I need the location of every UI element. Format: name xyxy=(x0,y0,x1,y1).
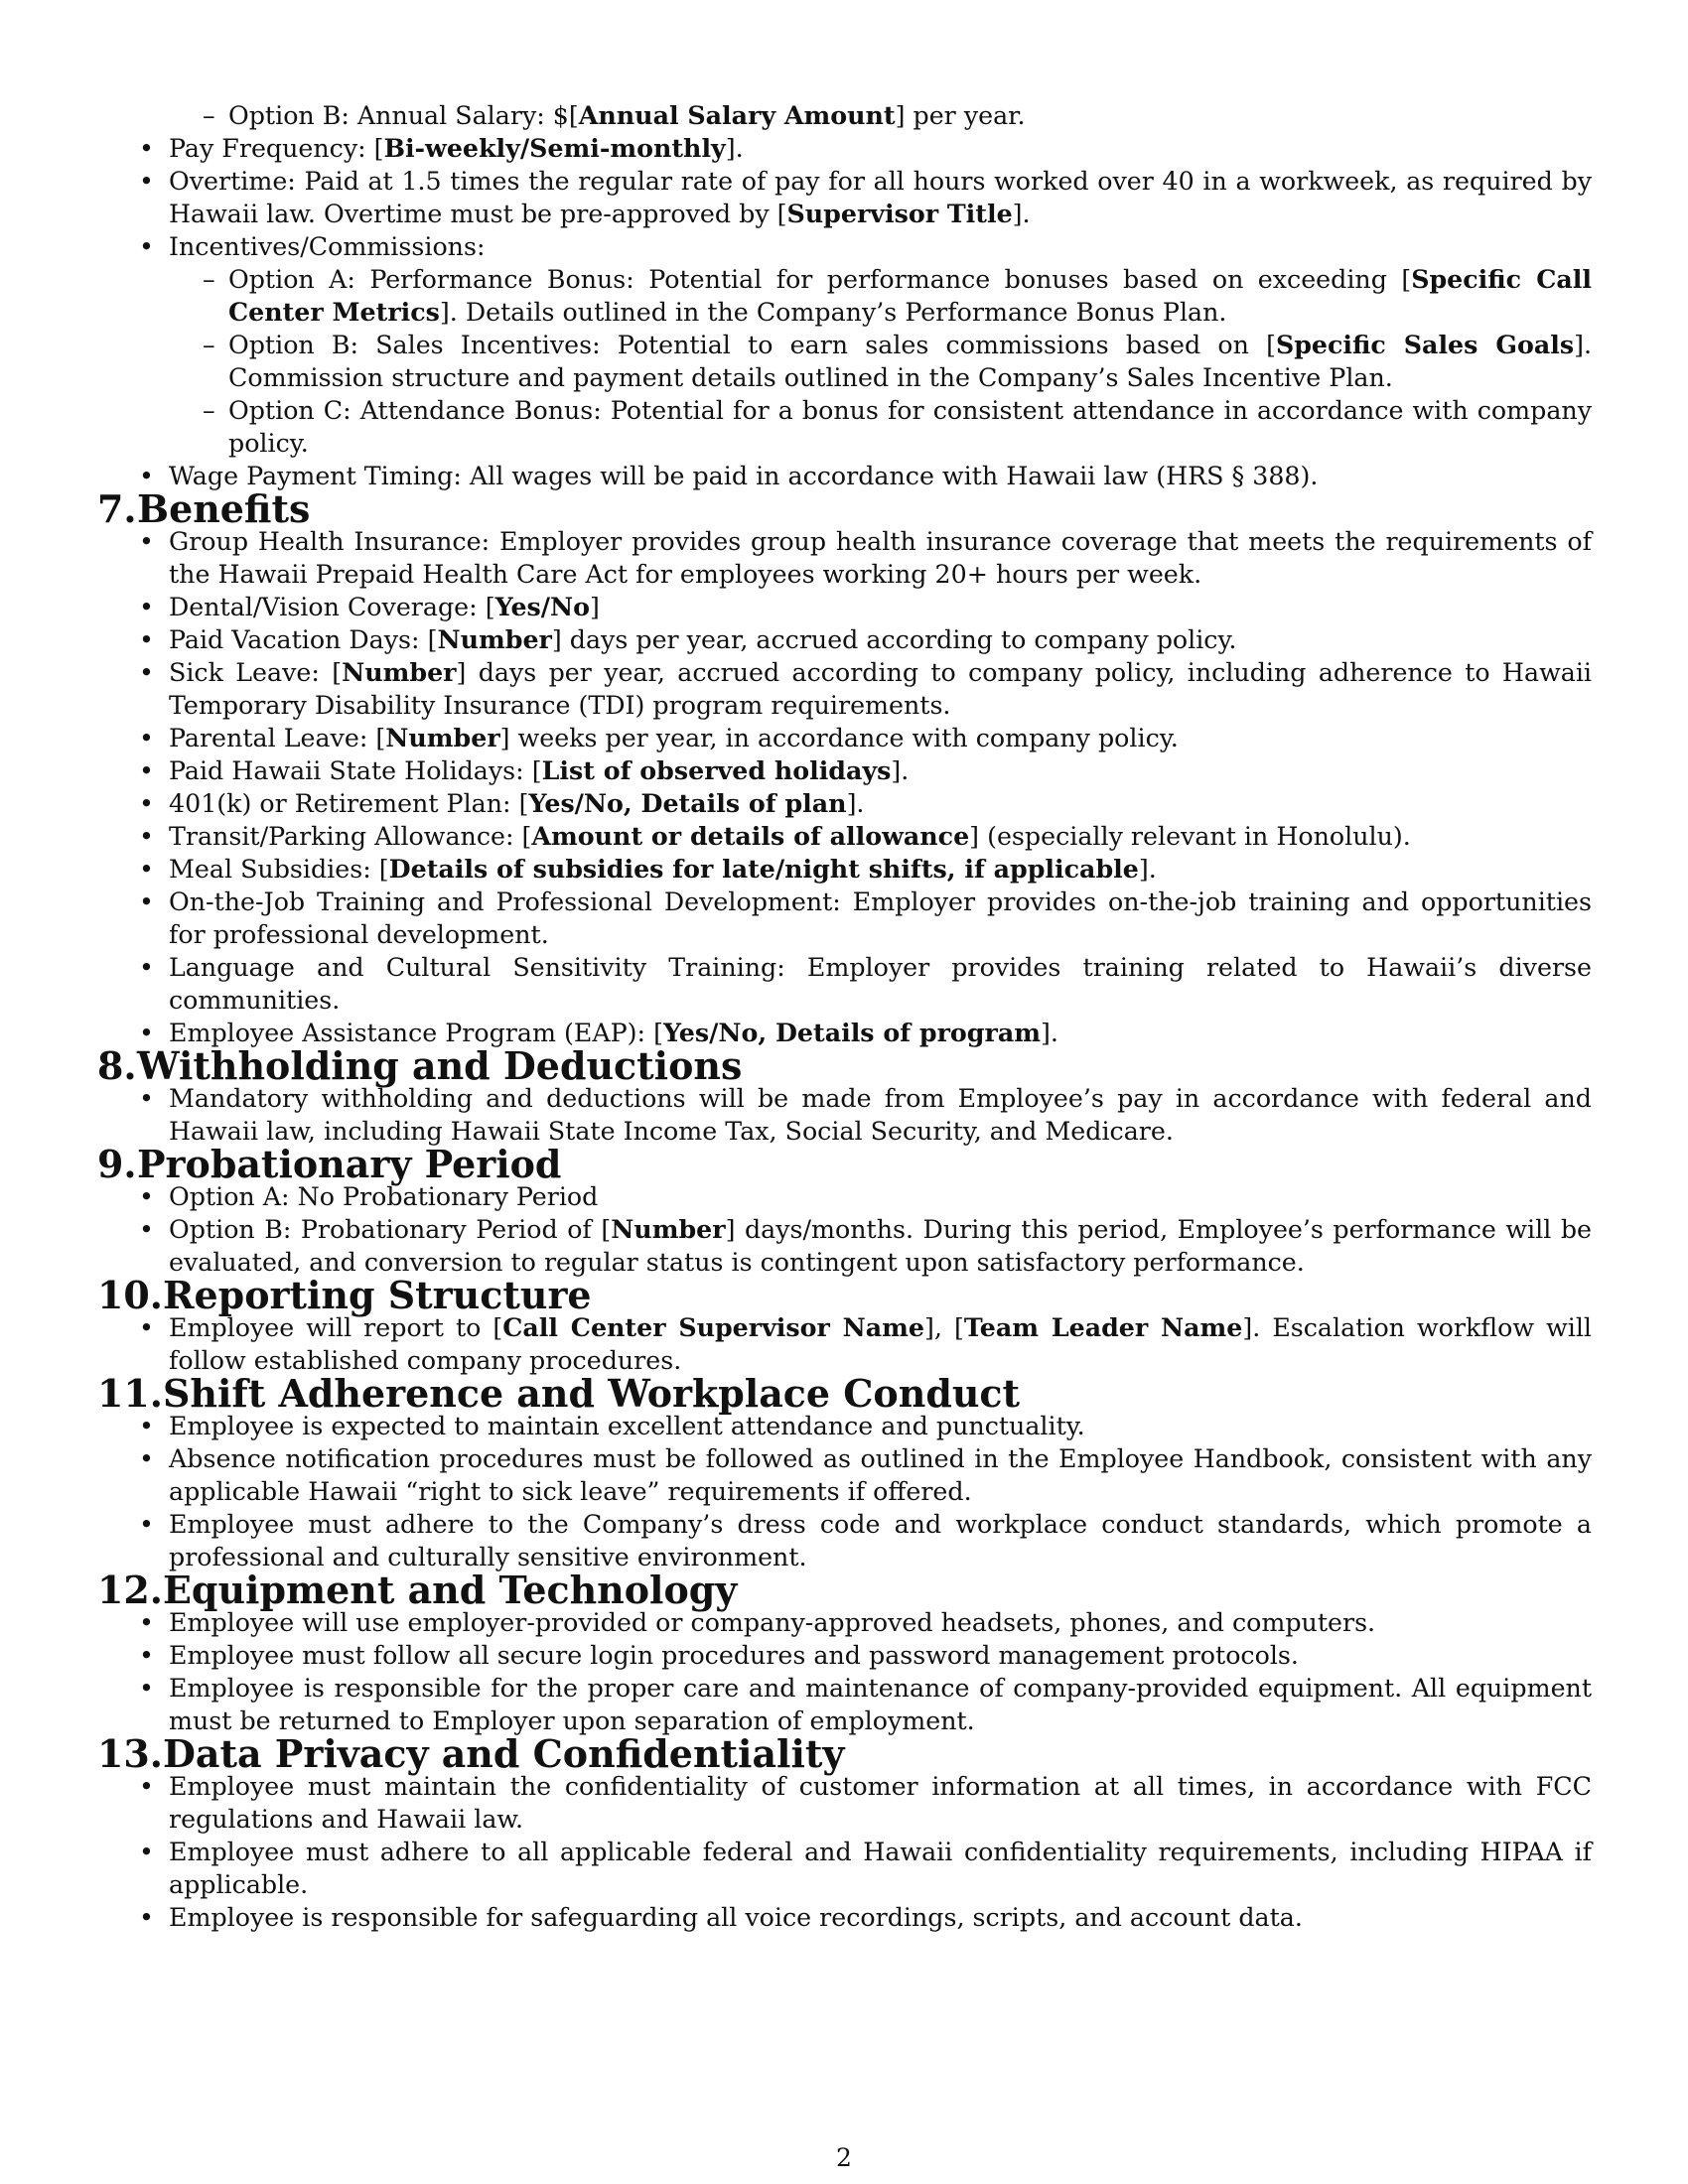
withholding-list xyxy=(97,1082,1592,1148)
list-item: • Employee is expected to maintain excellent attendance and punctuality. xyxy=(97,1410,1592,1442)
incentives-options-list xyxy=(169,263,1592,460)
list-item: • Employee is responsible for the proper care and maintenance of company-provided equipment. All equipment must be returned to Employer upon separation of employment. xyxy=(97,1672,1592,1737)
list-item: • Employee Assistance Program (EAP): [Yes/No, Details of program]. xyxy=(97,1017,1592,1049)
list-item: • Employee must adhere to the Company’s dress code and workplace conduct standards, which promote a professional and culturally sensitive environment. xyxy=(97,1508,1592,1573)
list-item: • Option A: No Probationary Period xyxy=(97,1180,1592,1213)
list-item: • Meal Subsidies: [Details of subsidies for late/night shifts, if applicable]. xyxy=(97,853,1592,886)
equipment-list xyxy=(97,1606,1592,1737)
list-item: • Employee will report to [Call Center Supervisor Name], [Team Leader Name]. Escalation workflow will follow established company procedures. xyxy=(97,1311,1592,1377)
list-item: • Employee is responsible for safeguarding all voice recordings, scripts, and account data. xyxy=(97,1901,1592,1934)
section-heading-shift-adherence: 11. Shift Adherence and Workplace Conduct xyxy=(97,1371,1021,1416)
section-heading-reporting: 10. Reporting Structure xyxy=(97,1273,592,1317)
list-item: • Mandatory withholding and deductions will be made from Employee’s pay in accordance with federal and Hawaii law, including Hawaii State Income Tax, Social Security, and Medicare. xyxy=(97,1082,1592,1148)
list-item: • Dental/Vision Coverage: [Yes/No] xyxy=(97,591,1592,623)
list-item: • Sick Leave: [Number] days per year, accrued according to company policy, including adherence to Hawaii Temporary Disability Insurance (TDI) program requirements. xyxy=(97,656,1592,722)
probationary-list xyxy=(97,1180,1592,1279)
list-item-wage-timing: • Wage Payment Timing: All wages will be paid in accordance with Hawaii law (HRS § 388). xyxy=(97,460,1592,492)
list-item: • Paid Vacation Days: [Number] days per year, accrued according to company policy. xyxy=(97,623,1592,656)
list-item: • Employee must maintain the confidentiality of customer information at all times, in accordance with FCC regulations and Hawaii law. xyxy=(97,1770,1592,1836)
list-item: • Employee will use employer-provided or company-approved headsets, phones, and computers. xyxy=(97,1606,1592,1639)
list-item: • On-the-Job Training and Professional Development: Employer provides on-the-job training and opportunities for professional development. xyxy=(97,886,1592,951)
salary-option-b: – Option B: Annual Salary: $[Annual Salary Amount] per year. xyxy=(97,99,1592,132)
list-item: • Transit/Parking Allowance: [Amount or details of allowance] (especially relevant in Honolulu). xyxy=(97,820,1592,853)
section-heading-equipment: 12. Equipment and Technology xyxy=(97,1568,738,1612)
list-item: • Parental Leave: [Number] weeks per year, in accordance with company policy. xyxy=(97,722,1592,754)
list-item-incentives: • Incentives/Commissions: – Option A: Performance Bonus: Potential for performance bonuses based on exceeding [Specific Call Center Metrics]. Details outlined in the Company’s Performance Bonus Plan. – Option B: Sales Incentives: Potential to earn sales commissions based on [Specific Sales Goals]. Commission structure and payment details outlined in the Company’s Sales Incentive Plan. – Option C: Attendance Bonus: Potential for a bonus for consistent attendance in accordance with company policy. xyxy=(97,230,1592,460)
section-heading-probationary: 9. Probationary Period xyxy=(97,1142,562,1186)
page-number: 2 xyxy=(836,2143,852,2172)
data-privacy-list xyxy=(97,1770,1592,1934)
incentive-option-a: – Option A: Performance Bonus: Potential for performance bonuses based on exceeding [Specific Call Center Metrics]. Details outlined in the Company’s Performance Bonus Plan. xyxy=(169,263,1592,329)
reporting-list xyxy=(97,1311,1592,1377)
section-heading-withholding: 8. Withholding and Deductions xyxy=(97,1043,743,1088)
salary-options-list xyxy=(97,99,1592,132)
list-item: • Group Health Insurance: Employer provides group health insurance coverage that meets the requirements of the Hawaii Prepaid Health Care Act for employees working 20+ hours per week. xyxy=(97,525,1592,591)
list-item: • Option B: Probationary Period of [Number] days/months. During this period, Employee’s performance will be evaluated, and conversion to regular status is contingent upon satisfactory performance. xyxy=(97,1213,1592,1279)
list-item: • Employee must adhere to all applicable federal and Hawaii confidentiality requirements, including HIPAA if applicable. xyxy=(97,1836,1592,1901)
incentive-option-b: – Option B: Sales Incentives: Potential to earn sales commissions based on [Specific Sales Goals]. Commission structure and payment details outlined in the Company’s Sales Incentive Plan. xyxy=(169,329,1592,394)
list-item: • 401(k) or Retirement Plan: [Yes/No, Details of plan]. xyxy=(97,787,1592,820)
section-heading-benefits: 7. Benefits xyxy=(97,486,311,531)
list-item-overtime: • Overtime: Paid at 1.5 times the regular rate of pay for all hours worked over 40 in a workweek, as required by Hawaii law. Overtime must be pre-approved by [Supervisor Title]. xyxy=(97,165,1592,230)
document-body xyxy=(97,99,1592,1934)
shift-adherence-list xyxy=(97,1410,1592,1573)
list-item: • Language and Cultural Sensitivity Training: Employer provides training related to Hawaii’s diverse communities. xyxy=(97,951,1592,1017)
list-item-pay-frequency: • Pay Frequency: [Bi-weekly/Semi-monthly]. xyxy=(97,132,1592,165)
list-item: • Paid Hawaii State Holidays: [List of observed holidays]. xyxy=(97,754,1592,787)
section-heading-data-privacy: 13. Data Privacy and Confidentiality xyxy=(97,1731,845,1776)
incentive-option-c: – Option C: Attendance Bonus: Potential for a bonus for consistent attendance in accordance with company policy. xyxy=(169,394,1592,460)
list-item: • Employee must follow all secure login procedures and password management protocols. xyxy=(97,1639,1592,1672)
benefits-list xyxy=(97,525,1592,1049)
list-item: • Absence notification procedures must be followed as outlined in the Employee Handbook, consistent with any applicable Hawaii “right to sick leave” requirements if offered. xyxy=(97,1442,1592,1508)
compensation-list xyxy=(97,132,1592,492)
